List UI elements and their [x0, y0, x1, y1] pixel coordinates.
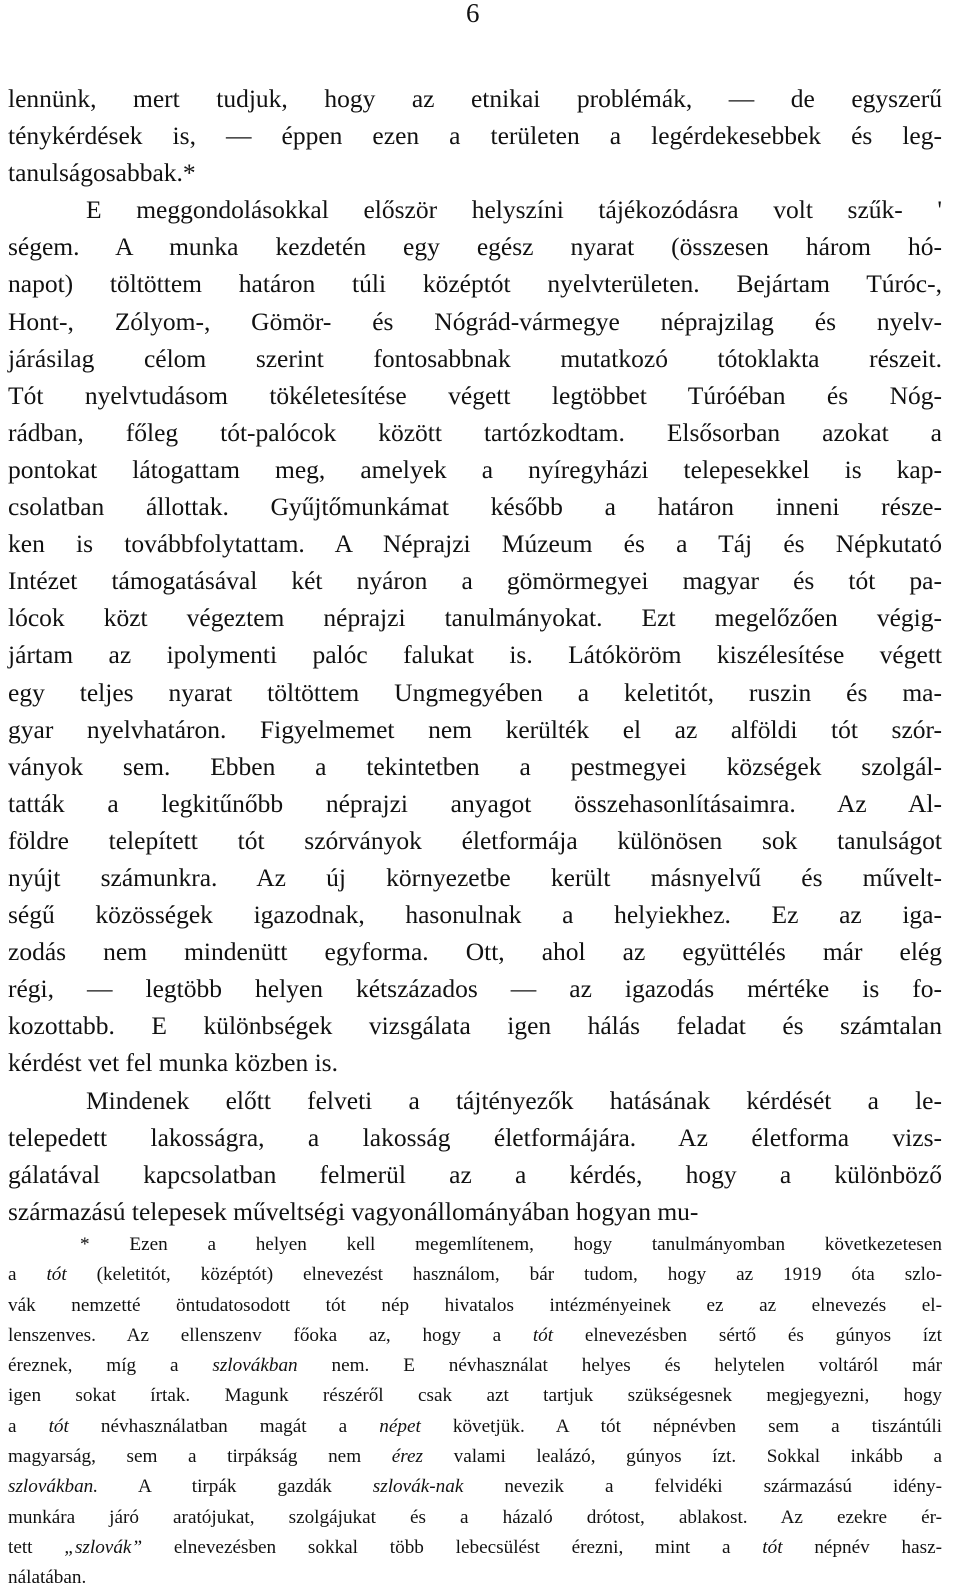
footnote-line: [8, 1351, 942, 1381]
body-line: ken is továbbfolytattam. A Néprajzi Múzeum és a Táj és Népkutató: [8, 529, 942, 559]
body-line: ténykérdések is, — éppen ezen a területen a legérdekesebbek és leg-: [8, 121, 942, 151]
footnote-text: vák nemzetté öntudatosodott tót nép hivatalos intézményeinek ez az elnevezés el-: [8, 1294, 942, 1316]
body-line: ványok sem. Ebben a tekintetben a pestmegyei községek szolgál-: [8, 751, 942, 781]
body-line: egy teljes nyarat töltöttem Ungmegyében a keletitót, ruszin és ma-: [8, 677, 942, 707]
footnote: [8, 1230, 942, 1594]
footnote-text: a: [8, 1264, 47, 1286]
footnote-text: magyarság, sem a tirpákság nem: [8, 1446, 392, 1468]
footnote-text: valami lealázó, gúnyos ízt. Sokkal inkább a: [423, 1446, 943, 1468]
footnote-italic-text: „szlovák”: [64, 1536, 143, 1558]
footnote-line: [8, 1291, 942, 1321]
page-number: 6: [466, 0, 480, 28]
body-line: csolatban állottak. Gyűjtőmunkámat később a határon inneni része-: [8, 492, 942, 522]
footnote-text: munkára járó aratójukat, szolgájukat és a házaló drótost, ablakost. Az ezekre ér-: [8, 1506, 942, 1528]
body-line: Tót nyelvtudásom tökéletesítése végett legtöbbet Túróéban és Nóg-: [8, 380, 942, 410]
footnote-line: [8, 1442, 942, 1472]
body-text: [8, 80, 942, 1230]
footnote-text: * Ezen a helyen kell megemlítenem, hogy tanulmányomban következetesen: [80, 1234, 942, 1255]
footnote-text: elnevezésben sokkal több lebecsülést érezni, mint a: [142, 1536, 763, 1558]
footnote-line: [8, 1260, 942, 1290]
body-line: földre telepített tót szórványok életformája különösen sok tanulságot: [8, 825, 942, 855]
footnote-line: [8, 1412, 942, 1442]
body-line: Mindenek előtt felveti a tájtényezők hatásának kérdését a le-: [86, 1085, 942, 1115]
body-line: rádban, főleg tót-palócok között tartózkodtam. Elsősorban azokat a: [8, 417, 942, 447]
footnote-italic-text: érez: [391, 1446, 423, 1468]
body-line: telepedett lakosságra, a lakosság életformájára. Az életforma vizs-: [8, 1122, 942, 1152]
body-line: Hont-, Zólyom-, Gömör- és Nógrád-vármegye néprajzilag és nyelv-: [8, 306, 942, 336]
footnote-italic-text: szlovákban.: [8, 1476, 99, 1498]
footnote-italic-text: népet: [379, 1415, 421, 1437]
body-line: Intézet támogatásával két nyáron a gömörmegyei magyar és tót pa-: [8, 566, 942, 596]
body-line: pontokat látogattam meg, amelyek a nyíregyházi telepesekkel is kap-: [8, 454, 942, 484]
footnote-text: nálatában.: [8, 1567, 87, 1589]
body-line: jártam az ipolymenti palóc falukat is. Látóköröm kiszélesítése végett: [8, 640, 942, 670]
body-line: lennünk, mert tudjuk, hogy az etnikai problémák, — de egyszerű: [8, 84, 942, 113]
footnote-text: nem. E névhasználat helyes és helytelen voltáról már: [297, 1355, 942, 1377]
body-line: ségű közösségek igazodnak, hasonulnak a helyiekhez. Ez az iga-: [8, 900, 942, 930]
body-line: gálatával kapcsolatban felmerül az a kérdés, hogy a különböző: [8, 1159, 942, 1189]
footnote-line: [8, 1230, 942, 1260]
footnote-italic-text: szlovákban: [212, 1355, 298, 1377]
footnote-text: (keletitót, középtót) elnevezést használom, bár tudom, hogy az 1919 óta szlo-: [66, 1264, 942, 1286]
body-line: régi, — legtöbb helyen kétszázados — az igazodás mértéke is fo-: [8, 974, 942, 1004]
footnote-line: [8, 1563, 942, 1593]
footnote-line: [8, 1381, 942, 1411]
body-line: E meggondolásokkal először helyszíni tájékozódásra volt szűk- ': [86, 195, 942, 225]
body-line: kérdést vet fel munka közben is.: [8, 1048, 338, 1078]
footnote-italic-text: tót: [48, 1415, 69, 1437]
body-line: zodás nem mindenütt egyforma. Ott, ahol az együttélés már elég: [8, 937, 942, 967]
footnote-text: követjük. A tót népnévben sem a tiszántúli: [420, 1415, 942, 1437]
footnote-line: [8, 1533, 942, 1563]
footnote-text: a: [8, 1415, 49, 1437]
footnote-italic-text: tót: [532, 1324, 554, 1346]
footnote-text: népnév hasz-: [782, 1536, 942, 1558]
footnote-text: névhasználatban magát a: [68, 1415, 380, 1437]
footnote-text: éreznek, míg a: [8, 1355, 213, 1377]
footnote-italic-text: szlovák-nak: [372, 1476, 464, 1498]
body-line: tatták a legkitűnőbb néprajzi anyagot összehasonlításaimra. Az Al-: [8, 788, 942, 818]
footnote-text: tett: [8, 1536, 65, 1558]
footnote-italic-text: tót: [46, 1264, 67, 1286]
footnote-line: [8, 1503, 942, 1533]
footnote-text: elnevezésben sértő és gúnyos ízt: [553, 1324, 942, 1346]
footnote-text: igen sokat írtak. Magunk részéről csak azt tartjuk szükségesnek megjegyezni, hogy: [8, 1385, 942, 1407]
body-line: származású telepesek műveltségi vagyonállományában hogyan mu-: [8, 1196, 699, 1226]
body-line: járásilag célom szerint fontosabbnak mutatkozó tótoklakta részeit.: [8, 343, 942, 373]
body-line: gyar nyelvhatáron. Figyelmemet nem kerülték el az alföldi tót szór-: [8, 714, 942, 744]
footnote-line: [8, 1472, 942, 1502]
footnote-text: nevezik a felvidéki származású idény-: [463, 1476, 942, 1498]
footnote-italic-text: tót: [762, 1536, 783, 1558]
body-line: kozottabb. E különbségek vizsgálata igen hálás feladat és számtalan: [8, 1011, 942, 1041]
body-line: tanulságosabbak.*: [8, 158, 196, 188]
footnote-text: lenszenves. Az ellenszenv főoka az, hogy a: [8, 1324, 533, 1346]
footnote-text: A tirpák gazdák: [98, 1476, 373, 1498]
body-line: ségem. A munka kezdetén egy egész nyarat (összesen három hó-: [8, 232, 942, 262]
footnote-line: [8, 1321, 942, 1351]
body-line: napot) töltöttem határon túli középtót nyelvterületen. Bejártam Túróc-,: [8, 269, 942, 299]
body-line: nyújt számunkra. Az új környezetbe került másnyelvű és művelt-: [8, 862, 942, 892]
body-line: lócok közt végeztem néprajzi tanulmányokat. Ezt megelőzően végig-: [8, 603, 942, 633]
